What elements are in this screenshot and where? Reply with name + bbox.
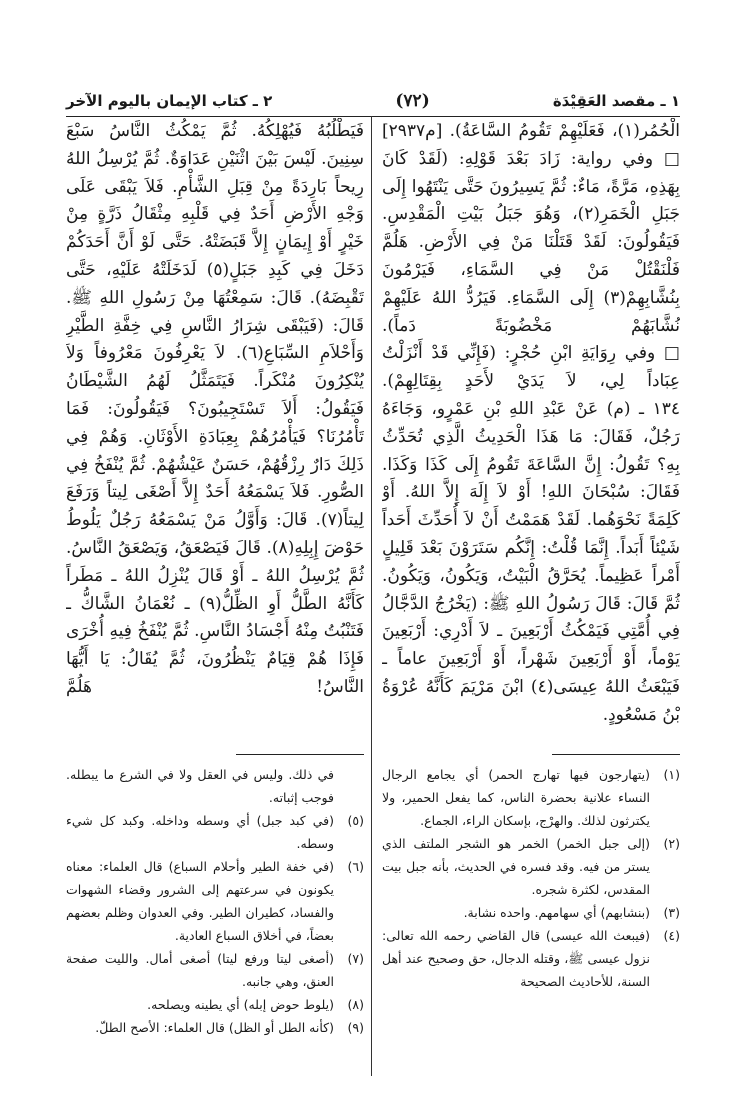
- footnote-divider: [236, 754, 364, 755]
- text-paragraph: ١٣٤ ـ (م) عَنْ عَبْدِ اللهِ بْنِ عَمْرٍو، وَجَاءَهُ رَجُلٌ، فَقَالَ: مَا هَذَا الْحَدِيثُ الَّذِي تُحَدِّثُ بِهِ؟ تَقُولُ: إِنَّ السَّاعَةَ تَقُومُ إِلَى كَذَا وَكَذَا. فَقَالَ: سُبْحَانَ اللهِ! أَوْ لاَ إِلَهَ إِلاَّ اللهُ. أَوْ كَلِمَةً نَحْوَهُما. لَقَدْ هَمَمْتُ أَنْ لاَ أُحَدِّثَ أَحَداً شَيْئاً أَبَداً. إِنَّمَا قُلْتُ: إِنَّكُم سَتَرَوْنَ بَعْدَ قَلِيلٍ أَمْراً عَظِيماً. يُحَرَّقُ الْبَيْتُ، وَيَكُونُ، وَيَكُونُ. ثُمَّ قَالَ: قَالَ رَسُولُ اللهِ ﷺ: (يَخْرُجُ الدَّجَّالُ فِي أُمَّتِي فَيَمْكُثُ أَرْبَعِينَ ـ لاَ أَدْرِي: أَرْبَعِينَ يَوْماً، أَوْ أَرْبَعِينَ شَهْراً، أَوْ أَرْبَعِينَ عاماً ـ فَيَبْعَثُ اللهُ عِيسَى(٤) ابْنَ مَرْيَمَ كَأَنَّهُ عُرْوَةُ بْنُ مَسْعُودٍ.: [382, 398, 680, 725]
- footnote-text: (بنشابهم) أي سهامهم. واحده نشابة.: [463, 905, 650, 920]
- footnote-continuation: [66, 763, 364, 809]
- footnote-number: (٢): [663, 836, 680, 851]
- text-paragraph: فَيَطْلُبُهُ فَيُهْلِكُهُ. ثُمَّ يَمْكُثُ النَّاسُ سَبْعَ سِنِينَ. لَيْسَ بَيْنَ اثْنَيْنِ عَدَاوَةٌ. ثُمَّ يُرْسِلُ اللهُ رِيحاً بَارِدَةً مِنْ قِبَلِ الشَّأْمِ. فَلاَ يَبْقَى عَلَى وَجْهِ الأَرْضِ أَحَدٌ فِي قَلْبِهِ مِثْقَالُ ذَرَّةٍ مِنْ خَيْرٍ أَوْ إِيمَانٍ إِلاَّ قَبَضَتْهُ. حَتَّى لَوْ أَنَّ أَحَدَكُمْ دَخَلَ فِي كَبِدِ جَبَلٍ(٥) لَدَخَلَتْهُ عَلَيْهِ، حَتَّى تَقْبِضَهُ). قَالَ: سَمِعْتُهَا مِنْ رَسُولِ اللهِ ﷺ. قَالَ: (فَيَبْقَى شِرَارُ النَّاسِ فِي خِفَّةِ الطَّيْرِ وَأَحْلاَمِ السِّبَاعِ(٦). لاَ يَعْرِفُونَ مَعْرُوفاً وَلاَ يُنْكِرُونَ مُنْكَراً. فَيَتَمَثَّلُ لَهُمُ الشَّيْطَانُ فَيَقُولُ: أَلاَ تَسْتَجِيبُونَ؟ فَيَقُولُونَ: فَمَا تَأْمُرُنَا؟ فَيَأْمُرُهُمْ بِعِبَادَةِ الأَوْثَانِ. وَهُمْ فِي ذَلِكَ دَارٌ رِزْقُهُمْ، حَسَنٌ عَيْشُهُمْ. ثُمَّ يُنْفَخُ فِي الصُّورِ. فَلاَ يَسْمَعُهُ أَحَدٌ إِلاَّ أَصْغَى لِيتاً وَرَفَعَ لِيتاً(٧). قَالَ: وَأَوَّلُ مَنْ يَسْمَعُهُ رَجُلٌ يَلُوطُ حَوْضَ إِبِلِهِ(٨). قَالَ فَيَصْعَقُ، وَيَصْعَقُ النَّاسُ. ثُمَّ يُرْسِلُ اللهُ ـ أَوْ قَالَ يُنْزِلُ اللهُ ـ مَطَراً كَأَنَّهُ الطَّلُّ أَوِ الظِّلُّ(٩) ـ نُعْمَانُ الشَّاكُّ ـ فَتَنْبُتُ مِنْهُ أَجْسَادُ النَّاسِ. ثُمَّ يُنْفَخُ فِيهِ أُخْرَى فَإِذَا هُمْ قِيَامٌ يَنْظُرُونَ، ثُمَّ يُقَالُ: يَا أَيُّهَا النَّاسُ! هَلُمَّ: [66, 121, 364, 697]
- footnote: [382, 832, 680, 901]
- right-footnotes: [382, 763, 680, 993]
- left-column-text: [66, 118, 364, 746]
- footnote: [66, 947, 364, 993]
- page-number: (٧٢): [395, 91, 430, 111]
- footnote-number: (٨): [347, 997, 364, 1012]
- footnote-number: (٦): [347, 859, 364, 874]
- footnote: [66, 993, 364, 1016]
- footnote-number: (٣): [663, 905, 680, 920]
- footnote-text: (أصغى ليتا ورفع ليتا) أصغى أمال. والليت صفحة العنق، وهي جانبه.: [66, 951, 334, 989]
- left-footnotes: [66, 763, 364, 1039]
- footnote-number: (٩): [347, 1020, 364, 1035]
- footnote-text: (إلى جبل الخمر) الخمر هو الشجر الملتف الذي يستر من فيه. وقد فسره في الحديث، بأنه جبل بيت المقدس، لكثرة شجره.: [382, 836, 650, 897]
- column-divider: [371, 116, 372, 1076]
- footnote: [66, 1016, 364, 1039]
- footnote-text: (في خفة الطير وأحلام السباع) قال العلماء: معناه يكونون في سرعتهم إلى الشرور وقضاء الشهوات والفساد، كطيران الطير. وفي العدوان وظلم بعضهم بعضاً، في أخلاق السباع العادية.: [66, 859, 334, 943]
- right-column: [382, 118, 680, 993]
- footnote-text: (كأنه الطل أو الظل) قال العلماء: الأصح الطلّ.: [95, 1020, 334, 1035]
- footnote: [382, 924, 680, 993]
- footnote: [382, 763, 680, 832]
- text-paragraph: الْحُمُر(١)، فَعَلَيْهِمْ تَقُومُ السَّاعَةُ). [م٢٩٣٧]: [382, 121, 680, 141]
- header-divider: [66, 116, 680, 117]
- footnote: [382, 901, 680, 924]
- footnote-number: (١): [663, 767, 680, 782]
- running-header: [66, 88, 680, 114]
- footnote-text: (يتهارجون فيها تهارج الحمر) أي يجامع الرجال النساء علانية بحضرة الناس، كما يفعل الحمير، ولا يكترثون لذلك. والهرْج، بإسكان الراء، الجماع.: [382, 767, 650, 828]
- footnote-text: (فيبعث الله عيسى) قال القاضي رحمه الله تعالى: نزول عيسى ﷺ، وقتله الدجال، حق وصحيح عند أهل السنة، للأحاديث الصحيحة: [382, 928, 650, 989]
- footnote: [66, 855, 364, 947]
- right-column-text: [382, 118, 680, 746]
- footnote-text: في ذلك. وليس في العقل ولا في الشرع ما يبطله. فوجب إثباته.: [66, 767, 334, 805]
- footnote-number: (٥): [347, 813, 364, 828]
- footnote: [66, 809, 364, 855]
- header-book-title: ٢ ـ كتاب الإيمان باليوم الآخر: [66, 92, 273, 110]
- footnote-divider: [552, 754, 680, 755]
- footnote-number: (٧): [347, 951, 364, 966]
- footnote-text: (في كبد جبل) أي وسطه وداخله. وكبد كل شيء وسطه.: [66, 813, 334, 851]
- footnote-text: (يلوط حوض إبله) أي يطينه ويصلحه.: [147, 997, 334, 1012]
- text-paragraph: □ وفي رواية: زَادَ بَعْدَ قَوْلِهِ: (لَقَدْ كَانَ بِهَذِهِ، مَرَّةً، مَاءٌ: ثُمَّ يَسِيرُونَ حَتَّى يَنْتَهُوا إِلَى جَبَلِ الْخَمَرِ(٢)، وَهُوَ جَبَلُ بَيْتِ الْمَقْدِسِ. فَيَقُولُونَ: لَقَدْ قَتَلْنَا مَنْ فِي الأَرْضِ. هَلُمَّ فَلْنَقْتُلْ مَنْ فِي السَّمَاءِ، فَيَرْمُونَ بِنُشَّابِهِمْ(٣) إِلَى السَّمَاءِ. فَيَرُدُّ اللهُ عَلَيْهِمْ نُشَّابَهُمْ مَخْضُوبَةً دَماً).: [382, 148, 680, 336]
- left-column: [66, 118, 364, 1039]
- text-paragraph: □ وفي رِوَايَةِ ابْنِ حُجْرٍ: (فَإِنِّي قَدْ أَنْزَلْتُ عِبَاداً لِي، لاَ يَدَيْ لأَحَدٍ بِقِتَالِهِمْ).: [382, 343, 680, 392]
- footnote-number: (٤): [663, 928, 680, 943]
- header-section-title: ١ ـ مقصد العَقِيْدَة: [552, 92, 680, 110]
